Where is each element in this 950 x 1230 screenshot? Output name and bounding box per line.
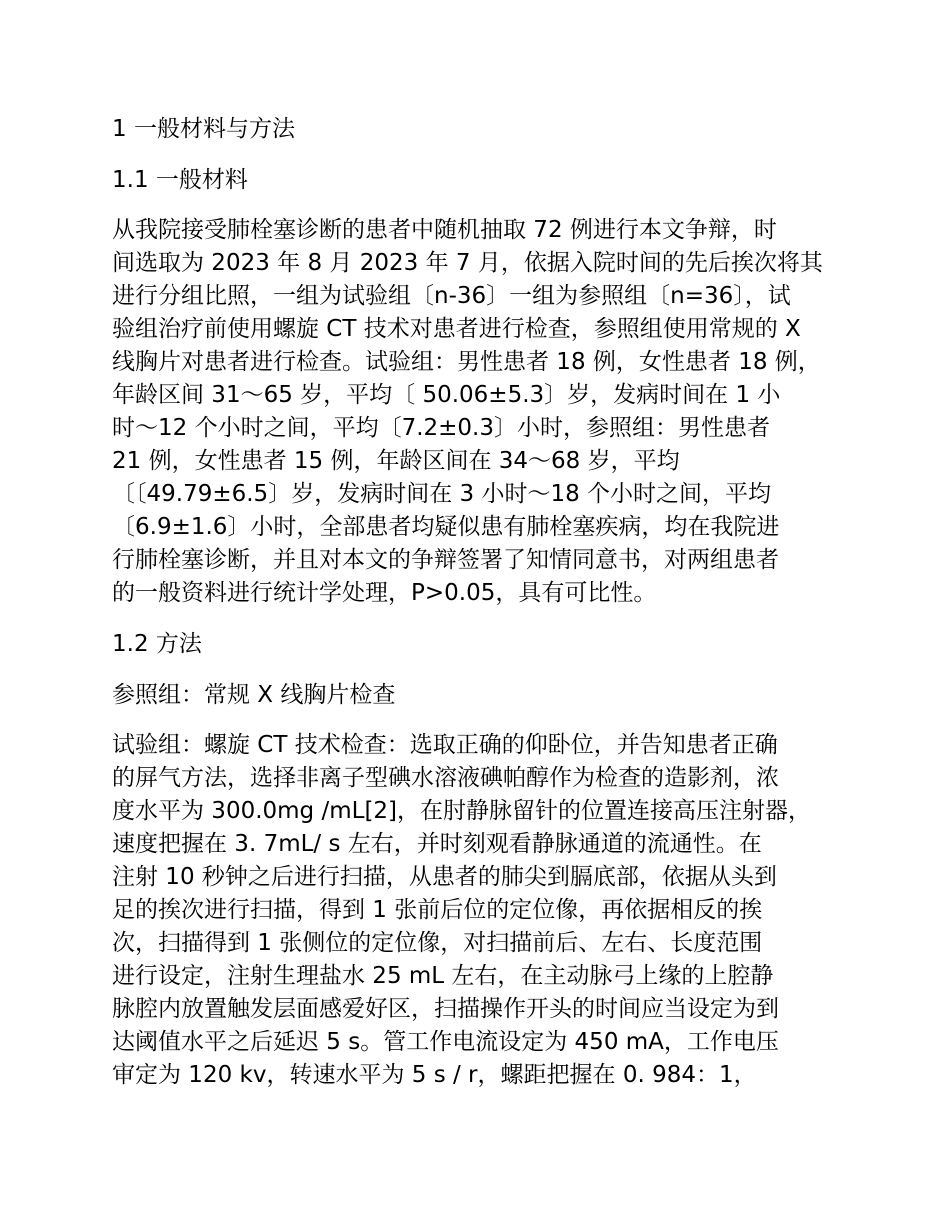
- paragraph-test-group: [112, 729, 840, 1092]
- text-line: 行肺栓塞诊断，并且对本文的争辩签署了知情同意书，对两组患者: [112, 547, 779, 573]
- text-line: 线胸片对患者进行检查。试验组：男性患者 18 例，女性患者 18 例，: [112, 349, 821, 375]
- text-line: 次，扫描得到 1 张侧位的定位像，对扫描前后、左右、长度范围: [112, 930, 763, 956]
- text-line: 〔〔49.79±6.5〕岁，发病时间在 3 小时～18 个小时之间，平均: [112, 481, 772, 507]
- text-line: 脉腔内放置触发层面感爱好区，扫描操作开头的时间应当设定为到: [112, 996, 779, 1022]
- text-line: 审定为 120 kv，转速水平为 5 s / r，螺距把握在 0. 984：1，: [112, 1062, 757, 1088]
- subsection-heading-general-materials: 1.1 一般材料: [112, 167, 248, 193]
- text-line: 进行分组比照，一组为试验组〔n-36〕一组为参照组〔n=36〕，试: [112, 283, 791, 309]
- text-line: 注射 10 秒钟之后进行扫描，从患者的肺尖到膈底部，依据从头到: [112, 864, 777, 890]
- text-line: 达阈值水平之后延迟 5 s。管工作电流设定为 450 mA，工作电压: [112, 1029, 779, 1055]
- paragraph-reference-group: 参照组：常规 X 线胸片检查: [112, 682, 396, 708]
- text-line: 进行设定，注射生理盐水 25 mL 左右，在主动脉弓上缘的上腔静: [112, 963, 774, 989]
- text-line: 时～12 个小时之间，平均〔7.2±0.3〕小时，参照组：男性患者: [112, 415, 771, 441]
- text-line: 足的挨次进行扫描，得到 1 张前后位的定位像，再依据相反的挨: [112, 897, 763, 923]
- text-line: 的一般资料进行统计学处理，P>0.05，具有可比性。: [112, 580, 657, 606]
- text-line: 间选取为 2023 年 8 月 2023 年 7 月，依据入院时间的先后挨次将其: [112, 250, 823, 276]
- text-line: 21 例，女性患者 15 例，年龄区间在 34～68 岁，平均: [112, 448, 680, 474]
- text-line: 〔6.9±1.6〕小时，全部患者均疑似患有肺栓塞疾病，均在我院进: [112, 514, 780, 540]
- text-line: 试验组：螺旋 CT 技术检查：选取正确的仰卧位，并告知患者正确: [112, 732, 778, 758]
- text-line: 度水平为 300.0mg /mL[2]，在肘静脉留针的位置连接高压注射器，: [112, 798, 812, 824]
- text-line: 从我院接受肺栓塞诊断的患者中随机抽取 72 例进行本文争辩，时: [112, 217, 777, 243]
- subsection-heading-methods: 1.2 方法: [112, 631, 202, 657]
- text-line: 验组治疗前使用螺旋 CT 技术对患者进行检查，参照组使用常规的 X: [112, 316, 801, 342]
- text-line: 年龄区间 31～65 岁，平均〔 50.06±5.3〕岁，发病时间在 1 小: [112, 382, 781, 408]
- document-page: [112, 112, 840, 1109]
- text-line: 速度把握在 3. 7mL/ s 左右，并时刻观看静脉通道的流通性。在: [112, 831, 762, 857]
- paragraph-general-materials: [112, 214, 840, 610]
- text-line: 的屏气方法，选择非离子型碘水溶液碘帕醇作为检查的造影剂，浓: [112, 765, 779, 791]
- section-heading: 1 一般材料与方法: [112, 116, 295, 142]
